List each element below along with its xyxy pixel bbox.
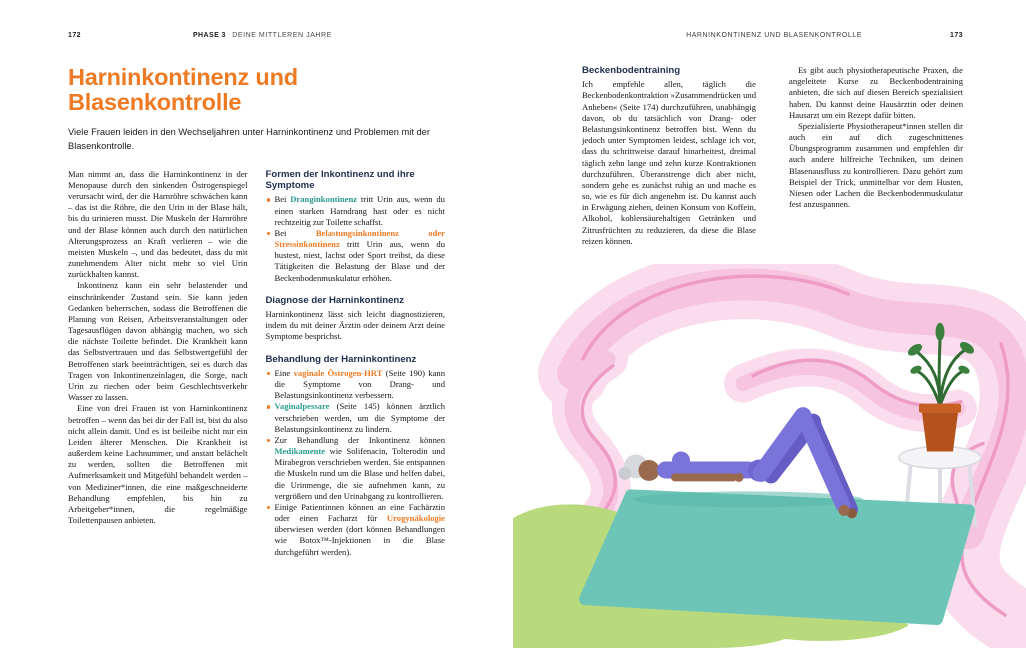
body-paragraph: Ich empfehle allen, täglich die Beckenbodenkontraktion »Zusammendrücken und Anheben« (Seite 174) durchzuführen, unabhängig davon, ob du tatsächlich von Drang- oder Belastungsinkontinenz betroffen bist. Wenn du jedoch unter Symptomen leidest, schlage ich vor, dass du schrittweise darauf hinarbeitest, dreimal täglich zehn lange und zehn kurze Kontraktionen durchzuführen. Überanstrenge dich aber nicht, sondern gehe es zunächst ruhig an und mache es so, wie es für dich angenehm ist. Du kannst auch in Erwägung ziehen, deinen Konsum von Koffein, Alkohol, kohlensäurehaltigen Getränken und Zitrusfrüchten zu reduzieren, da diese die Blase reizen können. (582, 79, 756, 246)
list-item (266, 435, 446, 502)
right-page-columns (582, 65, 963, 247)
text-segment: (Seite 190) kann die Symptome von Drang- und Belastungsinkontinenz verbessern. (274, 367, 445, 401)
section-heading: Diagnose der Harninkontinenz (265, 294, 405, 306)
highlighted-term: Vaginalpessare (274, 401, 330, 412)
section-treatment (266, 354, 446, 558)
highlighted-term: Urogynäkologie (386, 513, 445, 524)
highlighted-term: Medikamente (274, 446, 326, 457)
section-heading: Formen der Inkontinenz und ihre Symptome (265, 168, 415, 192)
running-title-right: HARNINKONTINENZ UND BLASENKONTROLLE (686, 32, 863, 39)
page-number-left: 172 (68, 32, 81, 39)
body-paragraph: Man nimmt an, dass die Harninkontinenz in der Menopause durch den sinkenden Östrogenspiegel verursacht wird, der die Harnröhre schwächen kann – das ist die Röhre, die den Urin in der Blase hält, bis du urinieren musst. Die Muskeln der Harnröhre und der Blase können auch durch den natürlichen Alterungsprozess an Kraft verlieren – wie die meisten Muskeln –, und das bedeutet, dass du mit zunehmendem Alter nicht mehr so viel Urin zurückhalten kannst. (68, 168, 248, 280)
right-column-1 (582, 65, 756, 247)
page-right (513, 0, 1026, 648)
section-heading: Behandlung der Harninkontinenz (265, 353, 417, 365)
left-page-columns (68, 169, 445, 558)
list-item (266, 401, 446, 435)
section-incontinence-forms (266, 169, 446, 284)
body-paragraph: Inkontinenz kann ein sehr belastender und einschränkender Zustand sein. Sie kann jeden Gedanken beherrschen, sodass die Betroffenen die Planung von Reisen, Arbeitsveranstaltungen oder Tagesausflügen davon abhängig machen, wo sich die nächste Toilette befindet. Die Krankheit kann das Selbstvertrauen und das Selbstwertgefühl der Betroffenen stark beeinträchtigen, sei es durch das Tragen von Inkontinenzeinlagen, die Sorge, nach Urin zu riechen oder beim Geschlechtsverkehr Wasser zu lassen. (68, 280, 248, 403)
running-title-left (193, 32, 332, 39)
phase-chapter-label: DEINE MITTLEREN JAHRE (232, 32, 332, 39)
text-segment: wie Solifenacin, Tolterodin und Mirabegron verschrieben werden. Sie entspannen die Muskeln rund um die Blase und helfen dabei, die Urinmenge, die sie aufnehmen kann, zu vergrößern und den Urinabgang zu kontrollieren. (274, 446, 445, 501)
chapter-title: Harninkontinenz und Blasenkontrolle (68, 64, 298, 115)
treatment-list (266, 368, 446, 558)
text-segment: Eine (274, 367, 294, 378)
phase-label: PHASE 3 (192, 32, 226, 39)
text-segment: tritt Urin aus, wenn du hustest, niest, lachst oder Sport treibst, da diese Tätigkeiten die Belastung der Blase und der Beckenbodenmuskulatur erhöhen. (274, 239, 445, 283)
left-running-header (68, 32, 445, 39)
page-number-right: 173 (950, 32, 963, 39)
reclining-woman-figure (619, 416, 864, 519)
chapter-intro: Viele Frauen leiden in den Wechseljahren unter Harninkontinenz und Problemen mit der Blasenkontrolle. (68, 127, 430, 151)
right-running-header (582, 32, 963, 39)
text-segment: Zur Behandlung der Inkontinenz können (274, 434, 445, 445)
right-column-2 (789, 65, 963, 247)
left-column-2 (266, 169, 446, 558)
highlighted-term: vaginale Östrogen-HRT (293, 367, 383, 378)
text-segment: Bei (274, 194, 291, 205)
body-paragraph: Eine von drei Frauen ist von Harninkontinenz betroffen – wenn das bei dir der Fall ist, bist du also nicht allein damit. Und es ist beileibe nicht nur ein Leiden älterer Menschen. Die Krankheit ist außerdem keine Lachnummer, und anstatt belächelt zu werden, sollten die Betroffenen mit Aufmerksamkeit und Mitgefühl behandelt werden – von Mediziner*innen, die eine maßgeschneiderte Behandlung empfehlen, bis hin zu Arbeitgeber*innen, die regelmäßige Toilettenpausen anbieten. (68, 403, 248, 526)
list-item (266, 502, 446, 558)
left-column-1 (68, 169, 248, 558)
highlighted-term: Dranginkontinenz (290, 194, 358, 205)
text-segment: Einige Patientinnen können an eine Fachärztin oder einen Facharzt für (274, 501, 445, 524)
text-segment: (Seite 145) können ärztlich verschrieben werden, um die Symptome der Belastungsinkontinenz zu lindern. (274, 401, 445, 434)
body-paragraph: Harninkontinenz lässt sich leicht diagnostizieren, indem du mit deiner Ärztin oder deinem Arzt deine Symptome besprichst. (265, 309, 445, 342)
highlighted-term: Belastungsinkontinenz oder Stressinkontinenz (274, 227, 445, 250)
text-segment: tritt Urin aus, wenn du einen starken Harndrang hast oder es nicht rechtzeitig zur Toilette schaffst. (274, 194, 445, 227)
section-heading: Beckenbodentraining (582, 65, 681, 76)
text-segment: Bei (274, 227, 316, 238)
yoga-mat (585, 495, 969, 619)
section-pelvic-floor-training (582, 65, 756, 247)
list-item (266, 228, 446, 284)
section-diagnosis (266, 295, 446, 343)
list-item (266, 368, 446, 402)
text-segment: überwiesen werden (dort können Behandlungen wie Botox™-Injektionen in die Blase durchgeführt werden). (274, 524, 445, 557)
pelvic-floor-exercise-illustration (513, 264, 1026, 648)
symptom-list (266, 194, 446, 283)
body-paragraph: Spezialisierte Physiotherapeut*innen stellen dir auch ein auf dich zugeschnittenes Übungsprogramm zusammen und empfehlen dir auch andere hilfreiche Techniken, um deinen Blasenausfluss zu kontrollieren. Dazu gehört zum Beispiel der Trick, unmittelbar vor dem Husten, Niesen oder Lachen die Beckenbodenmuskulatur fest anzuspannen. (789, 120, 963, 210)
list-item (266, 194, 446, 228)
body-paragraph: Es gibt auch physiotherapeutische Praxen, die angeleitete Kurse zu Beckenbodentraining anbieten, die sich auf diesen Bereich spezialisiert haben. Du kannst deine Hausärztin oder deinen Hausarzt um ein Rezept dafür bitten. (789, 65, 963, 120)
